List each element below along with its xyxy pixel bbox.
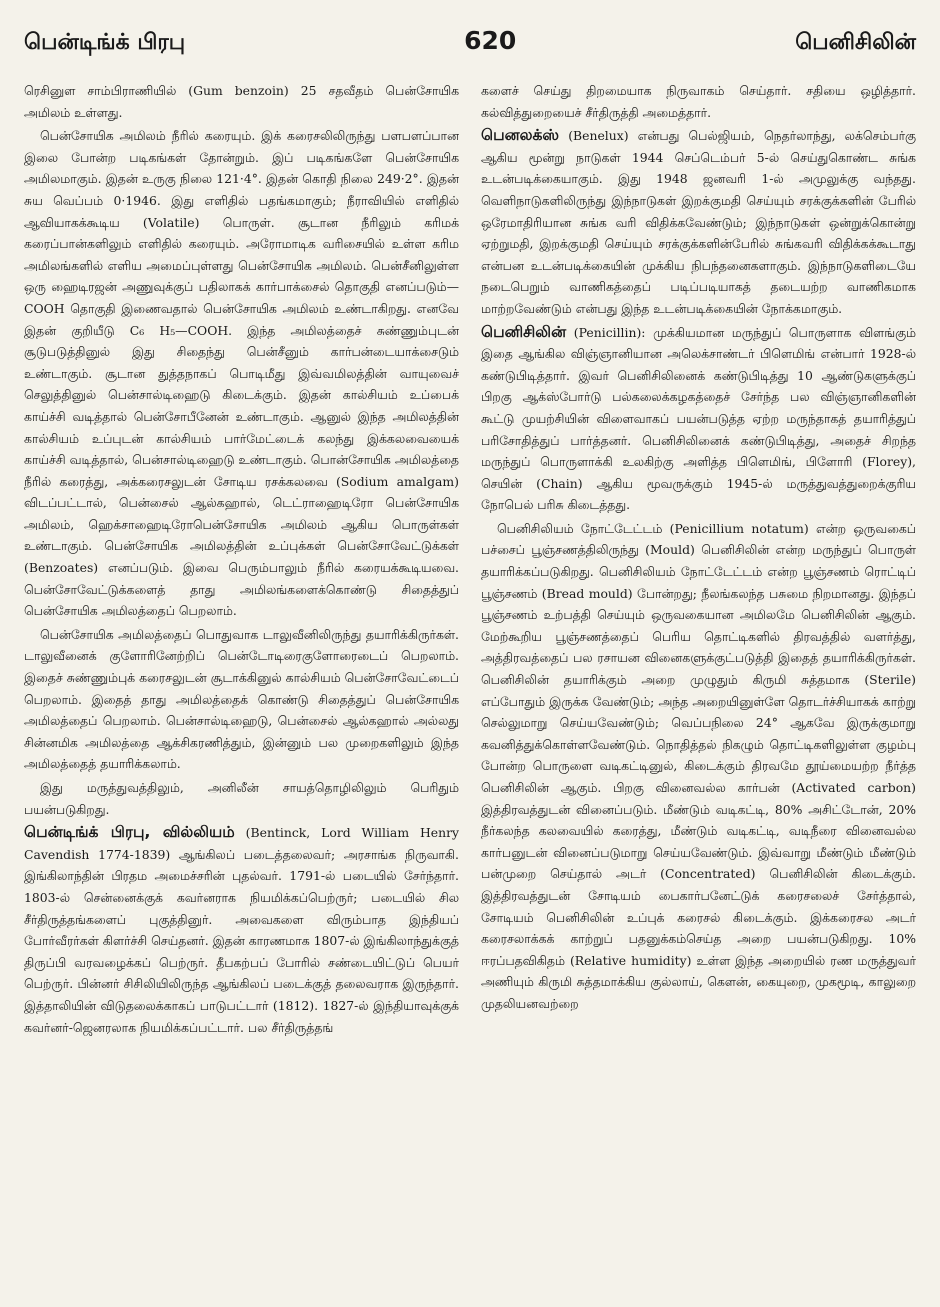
entry-benelux: பெனலக்ஸ் (Benelux) என்பது பெல்ஜியம், நெதர்லாந்து, லக்செம்பர்கு ஆகிய மூன்று நாடுகள் 1944 செப்டெம்பர் 5-ல் செய்துகொண்ட சுங்க உடன்படிக்கையாகும். இது 1948 ஜனவரி 1-ல் அமுலுக்கு வந்தது. வெளிநாடுகளிலிருந்து இந்நாடுகள் இறக்குமதி செய்யும் சரக்குக்களின் பேரில் ஒரேமாதிரியான சுங்க வரி விதிக்கவேண்டும்; இந்நாடுகள் ஒன்றுக்கொன்று ஏற்றுமதி, இறக்குமதி செய்யும் சரக்குக்களின்பேரில் சுங்கவரி விதிக்கக்கூடாது என்பன உடன்படிக்கையின் முக்கிய நிபந்தனைகளாகும். இந்நாடுகளிடையே நடைபெறும் வாணிகத்தைப் படிப்படியாகத் தடையற்ற வாணிகமாக மாற்றவேண்டும் என்பது இந்த உடன்படிக்கையின் நோக்கமாகும். [481, 126, 916, 316]
paragraph: களைச் செய்து திறமையாக நிருவாகம் செய்தார். சதியை ஒழித்தார். கல்வித்துறையைச் சீர்திருத்தி அமைத்தார். [481, 83, 916, 120]
entry-heading: பெனலக்ஸ் [481, 126, 560, 145]
page-number: 620 [464, 26, 517, 55]
entry-heading: பென்டிங்க் பிரபு, வில்லியம் [24, 823, 235, 842]
right-column [481, 80, 916, 1297]
entry-bentinck: பென்டிங்க் பிரபு, வில்லியம் (Bentinck, Lord William Henry Cavendish 1774-1839) ஆங்கிலப் படைத்தலைவர்; அரசாங்க நிருவாகி. இங்கிலாந்தின் பிரதம அமைச்சரின் புதல்வர். 1791-ல் படையில் சேர்ந்தார். 1803-ல் சென்னைக்குக் கவர்னராக நியமிக்கப்பெற்ருர்; படையில் சில சீர்திருத்தங்களைப் புகுத்தினுர். அவைகளை விரும்பாத இந்தியப் போர்வீரர்கள் கிளர்ச்சி செய்தனர். இதன் காரணமாக 1807-ல் இங்கிலாந்துக்குத் திருப்பி வரவழைக்கப் பெற்ருர். தீபகற்பப் போரில் சண்டையிட்டுப் பெயர் பெற்ருர். பின்னர் சிசிலியிலிருந்த ஆங்கிலப் படைக்குத் தலைவராக இருந்தார். இத்தாலியின் விடுதலைக்காகப் பாடுபட்டார் (1812). 1827-ல் இந்தியாவுக்குக் கவர்னர்-ஜெனரலாக நியமிக்கப்பட்டார். பல சீர்திருத்தங் [24, 823, 459, 1035]
entry-heading: பெனிசிலின் [481, 322, 567, 341]
paragraph: பென்சோயிக அமிலத்தைப் பொதுவாக டாலுவீனிலிருந்து தயாரிக்கிருர்கள். டாலுவீனைக் குளோரினேற்றிப் பென்டோடிரைகுளோரைடைப் பெறலாம். இதைச் சுண்ணும்புக் கரைசலுடன் சூடாக்கினுல் கால்சியம் பென்சோவேட்டைப் பெறலாம். இதைத் தாது அமிலத்தைக் கொண்டு சிதைத்துப் பென்சோயிக அமிலத்தைப் பெறலாம். பென்சால்டிஹைடு, பென்சைல் ஆல்கஹால் அல்லது சின்னமிக அமிலத்தை ஆக்சிகரணித்தும், இன்னும் பல முறைகளிலும் இந்த அமிலத்தைத் தயாரிக்கலாம். [24, 626, 459, 772]
paragraph: ரெசினுள சாம்பிராணியில் (Gum benzoin) 25 சதவீதம் பென்சோயிக அமிலம் உள்ளது. [24, 83, 459, 120]
paragraph: பென்சோயிக அமிலம் நீரில் கரையும். இக் கரைசலிலிருந்து பளபளப்பான இலை போன்ற படிகங்கள் தோன்றும். இப் படிகங்களே பென்சோயிக அமிலமாகும். இதன் உருகு நிலை 121·4°. இதன் கொதி நிலை 249·2°. இதன் சுய வெப்பம் 0·1946. இது எளிதில் பதங்கமாகும்; நீராவியில் எளிதில் ஆவியாகக்கூடிய (Volatile) பொருள். சூடான நீரிலும் கரிமக் கரைப்பான்களிலும் எளிதில் கரையும். அரோமாடிக வரிசையில் உள்ள கரிம அமிலங்களில் எளிய அமைப்புள்ளது பென்சோயிக அமிலம். பென்சீனிலுள்ள ஒரு ஹைடிரஜன் அணுவுக்குப் பதிலாகக் கார்பாக்சைல் தொகுதி எனப்படும்—COOH தொகுதி இணைவதால் பென்சோயிக அமிலம் உண்டாகிறது. எனவே இதன் குறியீடு C₆ H₅—COOH. இந்த அமிலத்தைச் சுண்ணும்புடன் சூடுபடுத்தினுல் இது சிதைந்து பென்சீனும் கார்பன்டையாக்சைடும் உண்டாகும். சூடான துத்தநாகப் பொடிமீது இவ்வமிலத்தின் வாயுவைச் செலுத்தினுல் பென்சால்டிஹைடு கிடைக்கும். இதன் கால்சியம் உப்பைக் காய்ச்சி வடித்தால் பென்சோபீனேன் உண்டாகும். ஆனுல் இந்த அமிலத்தின் கால்சியம் உப்புடன் கால்சியம் பார்மேட்டைக் கலந்து இக்கலவையைக் காய்ச்சி வடித்தால், பென்சால்டிஹைடு உண்டாகும். பொன்சோயிக அமிலத்தை நீரில் கரைத்து, அக்கரைசலுடன் சோடிய ரசக்கலவை (Sodium amalgam) விடப்பட்டால், பென்சைல் ஆல்கஹால், டெட்ராஹைடிரோ பென்சோயிக அமிலம், ஹெக்சாஹைடிரோபென்சோயிக அமிலம் ஆகிய பொருள்கள் உண்டாகும். பென்சோயிக அமிலத்தின் உப்புக்கள் பென்சோவேட்டுக்கள் (Benzoates) எனப்படும். இவை பெரும்பாலும் நீரில் கரையக்கூடியவை. பென்சோவேட்டுக்களைத் தாது அமிலங்களைக்கொண்டு சிதைத்துப் பென்சோயிக அமிலத்தைப் பெறலாம். [24, 128, 459, 619]
running-head-right: பெனிசிலின் [795, 30, 916, 55]
left-column [24, 80, 459, 1297]
text-columns [24, 80, 916, 1297]
running-head-left: பென்டிங்க் பிரபு [24, 30, 186, 55]
paragraph: இது மருத்துவத்திலும், அனிலீன் சாயத்தொழிலிலும் பெரிதும் பயன்படுகிறது. [24, 780, 459, 817]
entry-penicillin: பெனிசிலின் (Penicillin): முக்கியமான மருந்துப் பொருளாக விளங்கும் இதை ஆங்கில விஞ்ஞானியான அலெக்சாண்டர் பிளெமிங் என்பார் 1928-ல் கண்டுபிடித்தார். இவர் பெனிசிலினைக் கண்டுபிடித்து 10 ஆண்டுகளுக்குப் பிறகு ஆக்ஸ்போர்டு பல்கலைக்கழகத்தைச் சேர்ந்த பல விஞ்ஞானிகளின் கூட்டு முயற்சியின் விளைவாகப் பயன்படுத்த ஏற்ற மருந்தாகத் தயாரித்துப் பரிசோதித்துப் பார்த்தனர். பெனிசிலினைக் கண்டுபிடித்து, அதைச் சிறந்த மருந்துப் பொருளாக்கி உலகிற்கு அளித்த பிளெமிங், பிளோரி (Florey), செயின் (Chain) ஆகிய மூவருக்கும் 1945-ல் மருத்துவத்துறைக்குரிய நோபெல் பரிசு கிடைத்தது. [481, 322, 916, 513]
page-header [24, 26, 916, 80]
paragraph: பெனிசிலியம் நோட்டேட்டம் (Penicillium notatum) என்ற ஒருவகைப் பச்சைப் பூஞ்சணத்திலிருந்து (Mould) பெனிசிலின் என்ற மருந்துப் பொருள் தயாரிக்கப்படுகிறது. பெனிசிலியம் நோட்டேட்டம் என்ற பூஞ்சணம் ரொட்டிப் பூஞ்சணம் (Bread mould) போன்றது; நீலங்கலந்த பசுமை நிறமானது. இந்தப் பூஞ்சணம் உற்பத்தி செய்யும் ஒருவகையான அமிலமே பெனிசிலின் ஆகும். மேற்கூறிய பூஞ்சணத்தைப் பெரிய தொட்டிகளில் திரவத்தில் வளர்த்து, அத்திரவத்தைப் பல ரசாயன வினைகளுக்குட்படுத்தி இதைத் தயாரிக்கிருர்கள். பெனிசிலின் தயாரிக்கும் அறை முழுதும் கிருமி சுத்தமாக (Sterile) எப்போதும் இருக்க வேண்டும்; அந்த அறையினுள்ளே தொடர்ச்சியாகக் காற்று செல்லுமாறு செய்யவேண்டும்; வெப்பநிலை 24° ஆகவே இருக்குமாறு கவனித்துக்கொள்ளவேண்டும். நொதித்தல் நிகழும் தொட்டிகளிலுள்ள குழம்பு போன்ற பொருளை வடிகட்டினுல், கிடைக்கும் திரவமே தூய்மையற்ற நீர்த்த பெனிசிலின் ஆகும். பிறகு வினைவல்ல கார்பன் (Activated carbon) இத்திரவத்துடன் வினைப்படும். மீண்டும் வடிகட்டி, 80% அசிட்டோன், 20% நீர்கலந்த கலவையில் கரைத்து, மீண்டும் வடிகட்டி, வடிநீரை வினைவல்ல கார்பனுடன் வினைப்படுமாறு செய்யவேண்டும். இவ்வாறு மீண்டும் மீண்டும் பன்முறை செய்தால் அடர் (Concentrated) பெனிசிலின் கிடைக்கும். இத்திரவத்துடன் சோடியம் பைகார்பனேட்டுக் கரைசலைச் சேர்த்தால், சோடியம் பெனிசிலின் உப்புக் கரைசல் கிடைக்கும். இக்கரைசல அடர் கரைசலாக்கக் காற்றுப் பதனுக்கம்செய்த அறை பயன்படுகிறது. 10% ஈரப்பதவிகிதம் (Relative humidity) உள்ள இந்த அறையில் ரண மருத்துவர் அணியும் கிருமி சுத்தமாக்கிய குல்லாய், கௌன், கையுறை, முகமூடி, காலுறை முதலியனவற்றை [481, 520, 916, 1011]
